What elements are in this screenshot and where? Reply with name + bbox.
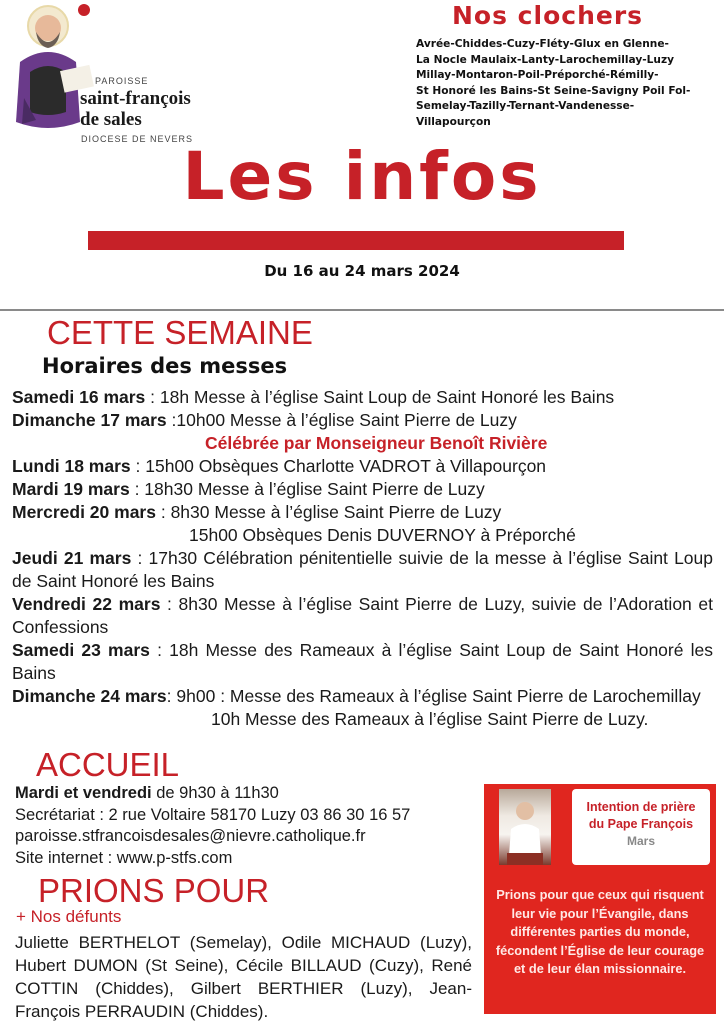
schedule-text: : 9h00 : Messe des Rameaux à l’église Saint Pierre de Larochemillay [166,686,701,706]
secretariat-address: Secrétariat : 2 rue Voltaire 58170 Luzy 03 86 30 16 57 [15,805,411,824]
title-underline-bar [88,231,624,250]
schedule-day: Lundi 18 mars [12,456,131,476]
clochers-line: Semelay-Tazilly-Ternant-Vandenesse- [416,100,635,113]
opening-times: de 9h30 à 11h30 [151,784,279,802]
schedule-entry [12,386,713,409]
schedule-entry [12,593,713,639]
clochers-line: Villapourçon [416,115,491,128]
prayer-title-line1: Intention de prière [586,800,696,814]
defunts-label: + Nos défunts [16,907,122,926]
schedule-continuation: 15h00 Obsèques Denis DUVERNOY à Préporché [189,525,576,545]
date-range: Du 16 au 24 mars 2024 [264,262,460,280]
parish-name-line2: de sales [80,109,142,130]
schedule-day: Vendredi 22 mars [12,594,161,614]
schedule-entry [12,685,713,708]
schedule-day: Dimanche 24 mars [12,686,167,706]
parish-name [80,88,240,130]
section-divider [0,309,724,311]
opening-hours [15,783,485,805]
prayer-intention-label [572,789,710,865]
section-heading-accueil: ACCUEIL [36,746,180,783]
schedule-text: : 18h Messe des Rameaux à l’église Saint Loup de Saint Honoré les Bains [12,640,714,683]
contact-email[interactable]: paroisse.stfrancoisdesales@nievre.catholique.fr [15,827,366,845]
schedule-entry [12,409,713,432]
prayer-title-line2: du Pape François [588,817,694,831]
prayer-intention-title [572,799,710,833]
clochers-title: Nos clochers [452,1,644,30]
schedule-entry [12,639,713,685]
diocese-label: DIOCESE DE NEVERS [81,134,194,144]
parish-name-line1: saint-françois [80,88,191,109]
clochers-line: Millay-Montaron-Poil-Préporché-Rémilly- [416,69,659,82]
schedule-text: : 15h00 Obsèques Charlotte VADROT à Villapourçon [130,456,547,476]
prayer-intention-text: Prions pour que ceux qui risquent leur vie pour l’Évangile, dans différentes parties du monde, fécondent l’Église de leur courage et de leur élan missionnaire. [495,887,705,976]
section-heading-prions-pour: PRIONS POUR [38,872,270,909]
schedule-entry [12,547,713,593]
schedule-text: : 18h30 Messe à l’église Saint Pierre de Luzy [129,479,485,499]
clochers-line: St Honoré les Bains-St Seine-Savigny Poil Fol- [416,84,691,97]
schedule-text: : 17h30 Célébration pénitentielle suivie de la messe à l’église Saint Loup de Saint Honoré les Bains [12,548,714,591]
schedule-day: Mardi 19 mars [12,479,130,499]
schedule-text: : 18h Messe à l’église Saint Loup de Saint Honoré les Bains [145,387,615,407]
section-heading-cette-semaine: CETTE SEMAINE [47,314,313,351]
schedule-text: : 8h30 Messe à l’église Saint Pierre de Luzy [155,502,502,522]
defunts-list: Juliette BERTHELOT (Semelay), Odile MICHAUD (Luzy), Hubert DUMON (St Seine), Cécile BILLAUD (Cuzy), René COTTIN (Chiddes), Gilbert BERTHIER (Luzy), Jean-François PERRAUDIN (Chiddes). [15,933,472,1021]
schedule-text: :10h00 Messe à l’église Saint Pierre de Luzy [166,410,517,430]
schedule-continuation: 10h Messe des Rameaux à l’église Saint Pierre de Luzy. [211,709,649,729]
schedule-day: Jeudi 21 mars [12,548,132,568]
clochers-line: La Nocle Maulaix-Lanty-Larochemillay-Luzy [416,53,675,66]
page-title: Les infos [182,138,542,215]
website-link[interactable]: Site internet : www.p-stfs.com [15,848,233,867]
subheading-horaires: Horaires des messes [42,354,288,378]
schedule-day: Mercredi 20 mars [12,502,156,522]
schedule-entry [12,501,713,524]
schedule-entry [12,478,713,501]
schedule-text: : 8h30 Messe à l’église Saint Pierre de Luzy, suivie de l’Adoration et Confessions [12,594,713,637]
opening-days: Mardi et vendredi [15,784,152,802]
pope-photo [499,789,551,865]
schedule-day: Samedi 16 mars [12,387,146,407]
schedule-entry [12,455,713,478]
schedule-day: Samedi 23 mars [12,640,150,660]
celebrant-note: Célébrée par Monseigneur Benoît Rivière [205,433,548,453]
parish-label: PAROISSE [95,76,149,86]
accueil-info [15,783,485,869]
mass-schedule [12,386,713,731]
clochers-line: Avrée-Chiddes-Cuzy-Fléty-Glux en Glenne- [416,38,669,50]
clochers-list [416,37,720,131]
prayer-intention-month: Mars [626,834,655,848]
schedule-day: Dimanche 17 mars [12,410,167,430]
